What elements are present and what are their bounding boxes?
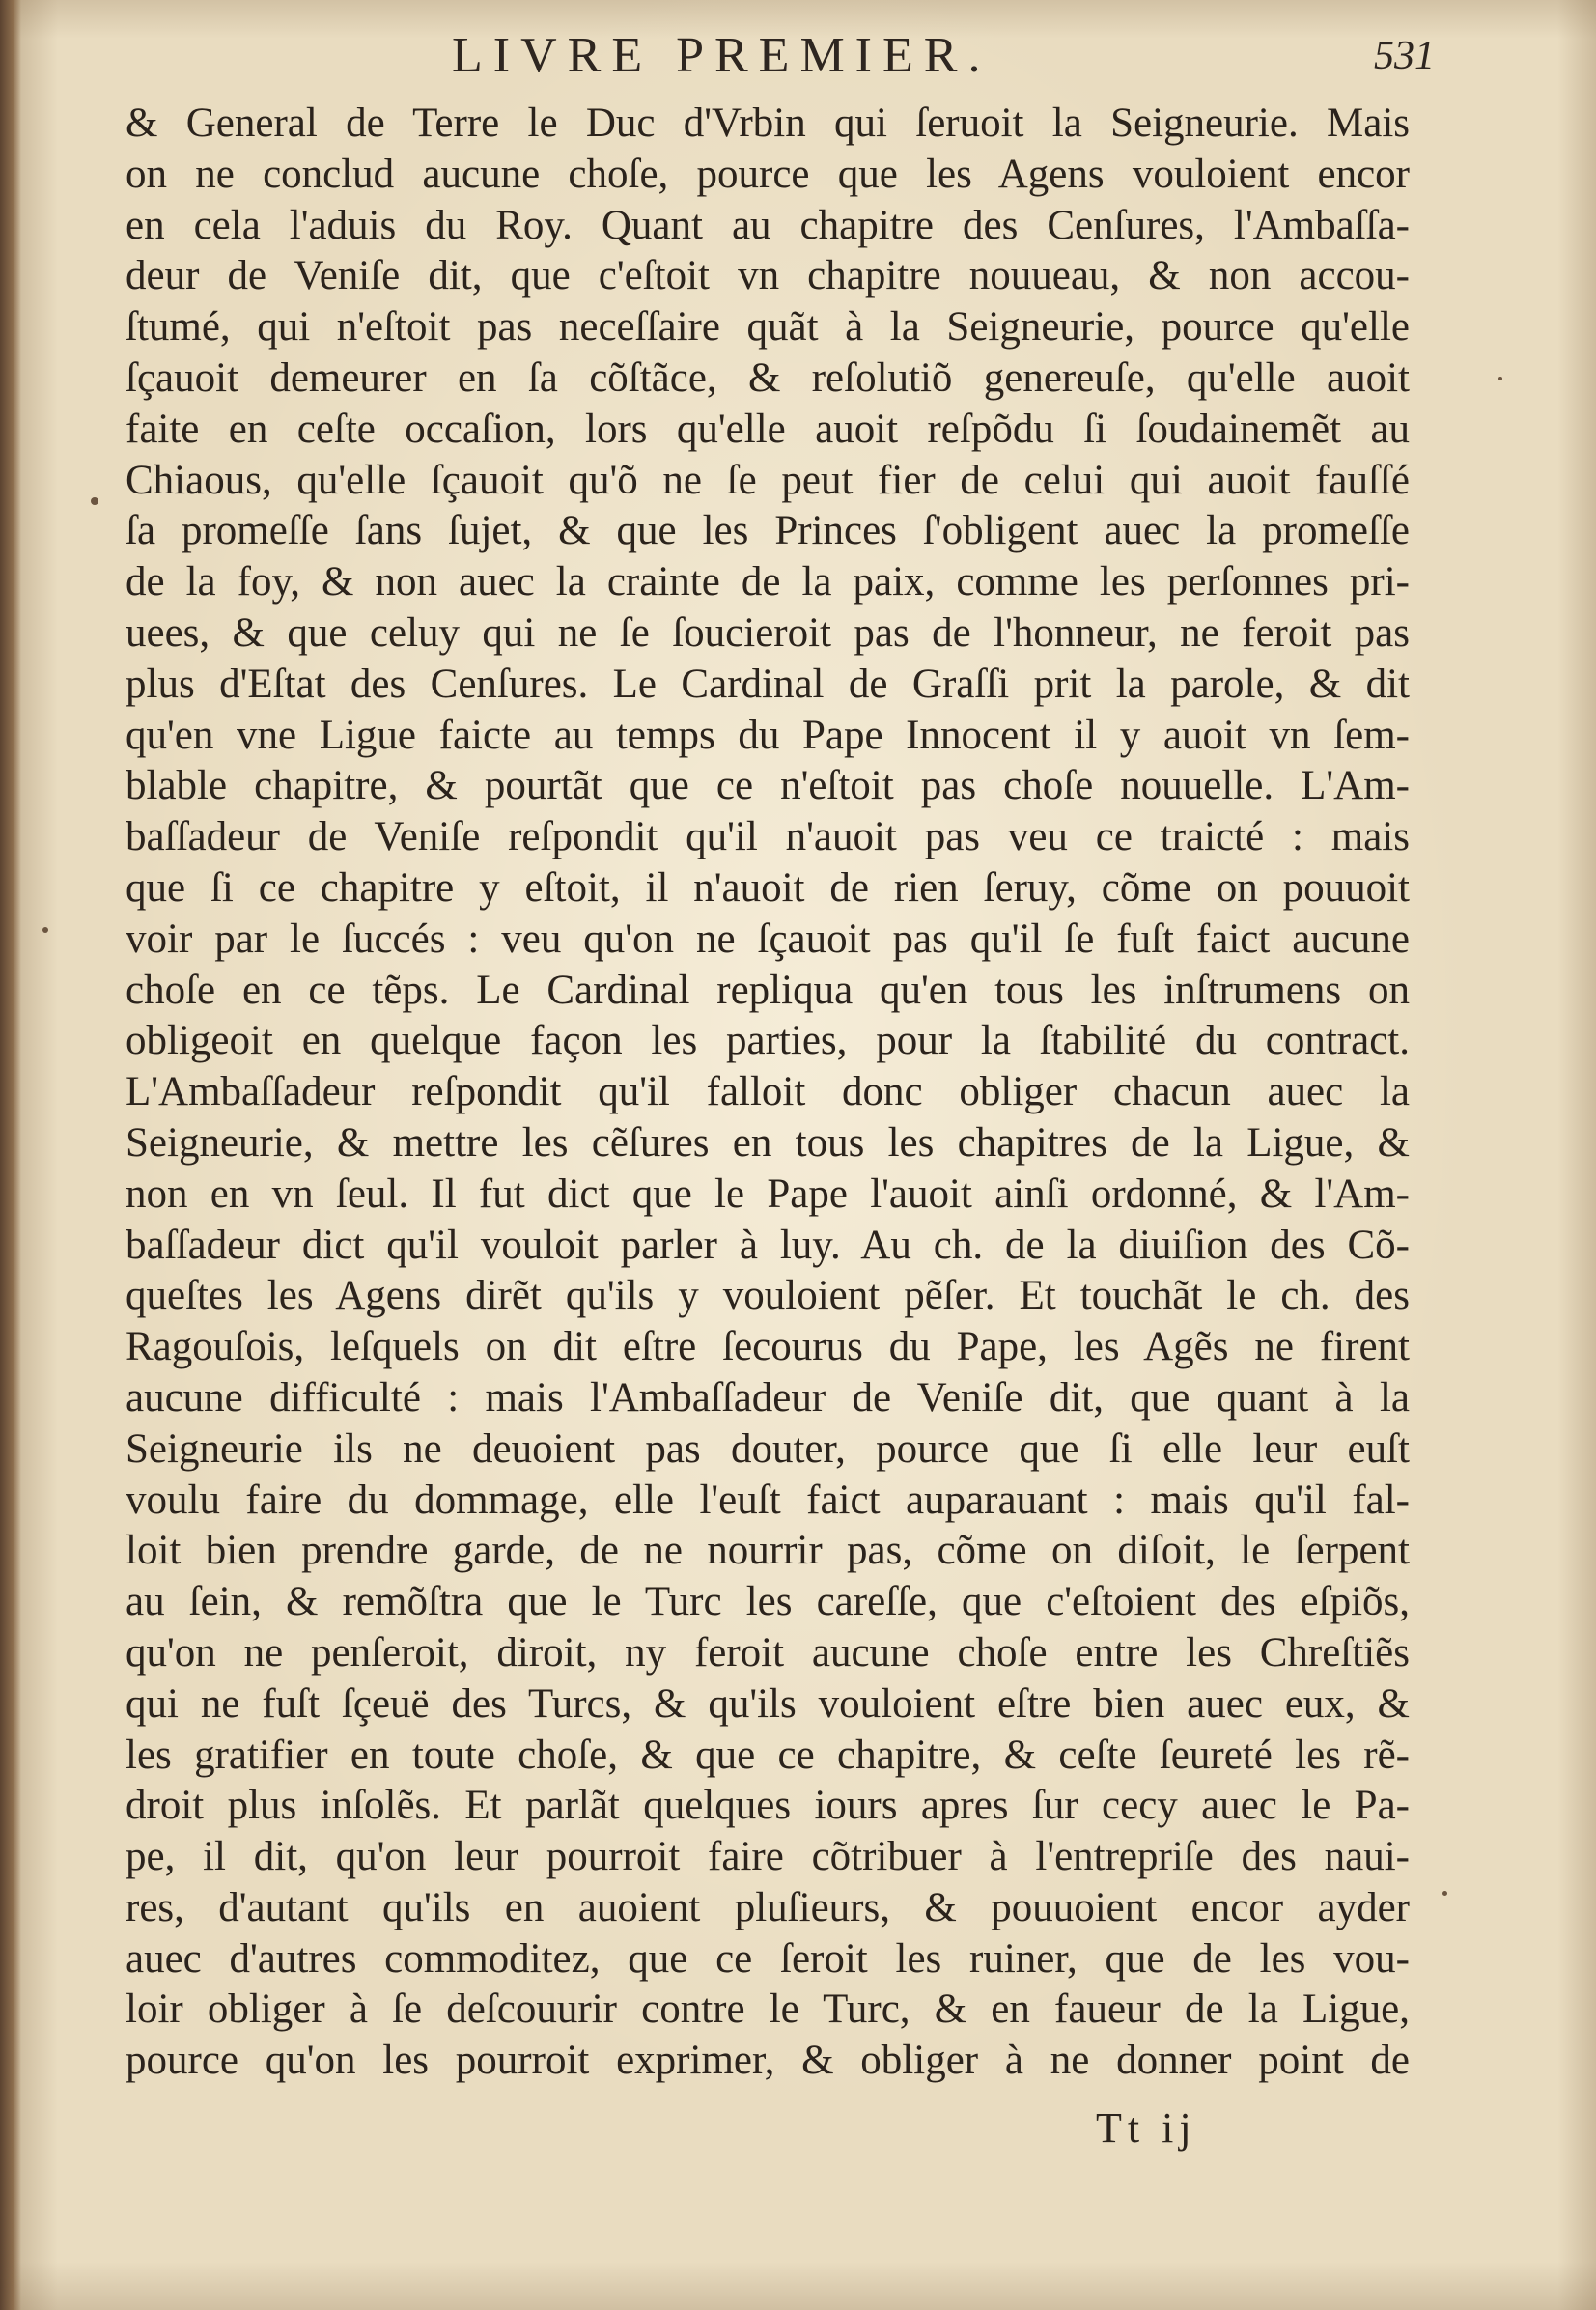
text-line: voir par le ſuccés : veu qu'on ne ſçauoit pas qu'il ſe fuſt faict aucune (126, 916, 1410, 962)
text-line: Ragouſois, leſquels on dit eſtre ſecourus du Pape, les Agẽs ne firent (126, 1324, 1410, 1370)
paper-speck (1498, 377, 1502, 380)
text-line: & General de Terre le Duc d'Vrbin qui ſeruoit la Seigneurie. Mais (126, 100, 1410, 146)
text-line: qu'on ne penſeroit, diroit, ny feroit aucune choſe entre les Chreſtiẽs (126, 1629, 1410, 1676)
binding-gutter (0, 0, 21, 2310)
text-line: de la foy, & non auec la crainte de la paix, comme les perſonnes pri- (126, 559, 1410, 606)
text-line: ſa promeſſe ſans ſujet, & que les Princes ſ'obligent auec la promeſſe (126, 508, 1410, 554)
text-line: L'Ambaſſadeur reſpondit qu'il falloit donc obliger chacun auec la (126, 1069, 1410, 1115)
text-line: pource qu'on les pourroit exprimer, & obliger à ne donner point de (126, 2038, 1410, 2084)
text-line: qui ne fuſt ſçeuë des Turcs, & qu'ils vouloient eſtre bien auec eux, & (126, 1680, 1410, 1727)
paper-speck (91, 497, 98, 505)
text-line: obligeoit en quelque façon les parties, pour la ſtabilité du contract. (126, 1018, 1410, 1064)
text-line: Chiaous, qu'elle ſçauoit qu'õ ne ſe peut fier de celui qui auoit fauſſé (126, 457, 1410, 503)
text-line: Seigneurie, & mettre les cẽſures en tous les chapitres de la Ligue, & (126, 1119, 1410, 1166)
text-line: non en vn ſeul. Il fut dict que le Pape l'auoit ainſi ordonné, & l'Am- (126, 1170, 1410, 1217)
text-line: plus d'Eſtat des Cenſures. Le Cardinal de Graſſi prit la parole, & dit (126, 661, 1410, 707)
running-title: LIVRE PREMIER. (452, 28, 992, 83)
text-line: que ſi ce chapitre y eſtoit, il n'auoit de rien ſeruy, cõme on pouuoit (126, 864, 1410, 911)
text-line: pe, il dit, qu'on leur pourroit faire cõtribuer à l'entrepriſe des naui- (126, 1834, 1410, 1880)
text-line: res, d'autant qu'ils en auoient pluſieurs, & pouuoient encor ayder (126, 1884, 1410, 1930)
text-line: les gratifier en toute choſe, & que ce chapitre, & ceſte ſeureté les rẽ- (126, 1732, 1410, 1778)
text-line: voulu faire du dommage, elle l'euſt faict auparauant : mais qu'il fal- (126, 1477, 1410, 1523)
text-line: ſçauoit demeurer en ſa cõſtãce, & reſolutiõ genereuſe, qu'elle auoit (126, 354, 1410, 401)
text-line: loit bien prendre garde, de ne nourrir pas, cõme on diſoit, le ſerpent (126, 1528, 1410, 1574)
text-line: queſtes les Agens dirẽt qu'ils y vouloient pẽſer. Et touchãt le ch. des (126, 1273, 1410, 1319)
text-line: aucune difficulté : mais l'Ambaſſadeur de Veniſe dit, que quant à la (126, 1374, 1410, 1421)
text-line: baſſadeur de Veniſe reſpondit qu'il n'auoit pas veu ce traicté : mais (126, 814, 1410, 860)
signature-mark: Tt ij (1096, 2104, 1197, 2152)
text-line: auec d'autres commoditez, que ce ſeroit les ruiner, que de les vou- (126, 1935, 1410, 1982)
folio-number: 531 (1374, 34, 1435, 78)
text-line: en cela l'aduis du Roy. Quant au chapitre des Cenſures, l'Ambaſſa- (126, 202, 1410, 248)
text-line: uees, & que celuy qui ne ſe ſoucieroit pas de l'honneur, ne feroit pas (126, 609, 1410, 656)
paper-speck (1442, 1891, 1447, 1896)
text-line: deur de Veniſe dit, que c'eſtoit vn chapitre nouueau, & non accou- (126, 253, 1410, 299)
text-line: Seigneurie ils ne deuoient pas douter, pource que ſi elle leur euſt (126, 1425, 1410, 1472)
text-line: on ne conclud aucune choſe, pource que les Agens vouloient encor (126, 151, 1410, 197)
body-text (126, 99, 1410, 2087)
text-line: choſe en ce tẽps. Le Cardinal repliqua qu'en tous les inſtrumens on (126, 967, 1410, 1013)
text-line: qu'en vne Ligue faicte au temps du Pape Innocent il y auoit vn ſem- (126, 712, 1410, 758)
paper-speck (42, 927, 48, 933)
text-line: ſtumé, qui n'eſtoit pas neceſſaire quãt à la Seigneurie, pource qu'elle (126, 304, 1410, 351)
text-line: baſſadeur dict qu'il vouloit parler à luy. Au ch. de la diuiſion des Cõ- (126, 1222, 1410, 1268)
page-header (97, 21, 1435, 99)
text-line: droit plus inſolẽs. Et parlãt quelques iours apres ſur cecy auec le Pa- (126, 1783, 1410, 1829)
text-line: blable chapitre, & pourtãt que ce n'eſtoit pas choſe nouuelle. L'Am- (126, 763, 1410, 809)
text-line: loir obliger à ſe deſcouurir contre le Turc, & en faueur de la Ligue, (126, 1986, 1410, 2033)
text-line: au ſein, & remõſtra que le Turc les careſſe, que c'eſtoient des eſpiõs, (126, 1579, 1410, 1625)
text-line: faite en ceſte occaſion, lors qu'elle auoit reſpõdu ſi ſoudainemẽt au (126, 406, 1410, 452)
